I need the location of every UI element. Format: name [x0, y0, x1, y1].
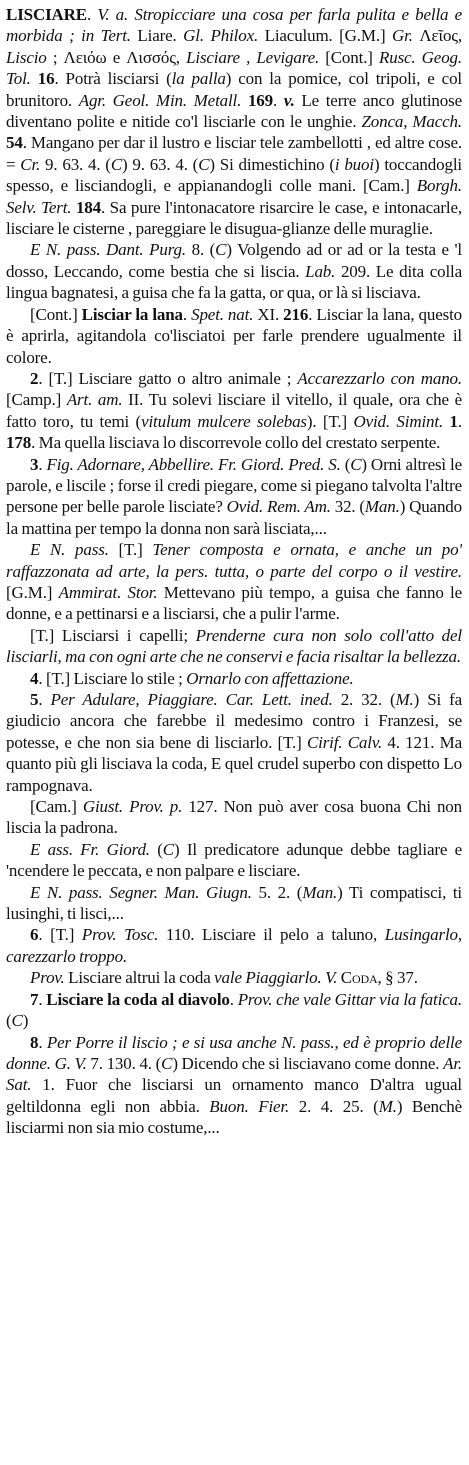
headword: LISCIARE [6, 5, 87, 24]
italic-segment: Borgh. Selv. Tert. [6, 176, 462, 217]
italic-segment: Cirif. Calv. [306, 732, 383, 752]
italic-segment: Per Porre il liscio ; e si usa anche N. pass., ed è proprio delle donne. G. V. [6, 1032, 462, 1073]
bold-segment: 16 [37, 69, 55, 89]
text-segment: . [87, 5, 98, 24]
italic-segment: C [350, 454, 362, 474]
text-segment: [G.M.] [6, 582, 59, 602]
bold-segment: 2 [30, 368, 39, 388]
italic-segment: C [198, 154, 210, 174]
text-segment: ) Si fa giudicio ancora che farebbe il medesimo contro i Franzesi, se potesse, e che non sia bene di lisciarlo. [T.] [6, 690, 462, 752]
text-segment: ) con la pomice, col tripoli, e col brunitoro. [6, 69, 462, 110]
text-segment: II. Tu solevi lisciare il vitello, il quale, ora che è fatto toro, tu temi ( [6, 390, 462, 431]
text-segment: ) Volgendo ad or ad or la testa e 'l dosso, Leccando, come bestia che si liscia. [6, 240, 462, 281]
bold-segment: 169 [247, 90, 274, 110]
text-segment [31, 69, 38, 88]
text-segment: [Camp.] [6, 390, 67, 410]
bold-segment: 184 [75, 197, 102, 217]
text-segment: 5. 2. ( [251, 882, 303, 902]
text-segment: 4. 121. Ma quanto più gli lisciava la coda, E quel crudel superbo con dispetto Lo rampognava. [6, 732, 462, 795]
entry-sense-paragraph [6, 1032, 462, 1139]
bold-segment: Lisciare la coda al diavolo [46, 989, 230, 1009]
italic-segment: Tener composta e ornata, e anche un po' raffazzonata ad arte, la pers. tutta, o parte del corpo o il vestire. [6, 540, 462, 581]
text-segment: Liaculum. [G.M.] [258, 26, 393, 46]
italic-segment: Liscio [6, 47, 47, 67]
bold-segment: 4 [30, 668, 39, 688]
italic-segment: C [11, 1011, 23, 1031]
text-segment: [T.] Lisciarsi i capelli; [30, 625, 196, 645]
text-segment: ) 9. 63. 4. ( [122, 154, 199, 174]
text-segment: 127. Non può aver cosa buona Chi non liscia la padrona. [6, 797, 462, 838]
text-segment: . [229, 989, 238, 1009]
italic-segment: i buoi [334, 154, 374, 174]
italic-segment: Gr. [392, 26, 413, 46]
bold-segment: 216 [283, 304, 309, 324]
italic-segment: Prenderne cura non solo coll'atto del lisciarli, ma con ogni arte che ne conservi e facia risaltar la bellezza. [6, 625, 462, 667]
text-segment: . [38, 454, 47, 474]
italic-segment: Ar. Sat. [6, 1053, 462, 1095]
bold-italic-segment: v. [283, 90, 295, 110]
italic-segment: Fig. Adornare, Abbellire. Fr. Giord. Pred. S. [46, 454, 341, 474]
text-segment: 209. Le dita colla lingua bagnatesi, a guisa che fa la gatta, or qua, or là si lisciava. [6, 261, 462, 303]
text-segment: [T.] [108, 540, 153, 560]
text-segment: . Lisciar la lana, questo è aprirla, agitandola co'lisciatoi per farle prendere ugualmente il colore. [6, 304, 462, 367]
italic-segment: vitulum mulcere solebas [141, 411, 307, 431]
text-segment: [Cont.] [319, 47, 379, 67]
text-segment: ) Quando la mattina per tempo la donna non sarà lisciata,... [6, 497, 462, 538]
text-segment: ) Si dimestichino ( [209, 154, 335, 174]
italic-segment: Man. [302, 882, 338, 902]
text-segment: . [T.] [38, 925, 82, 945]
italic-segment: Ovid. Rem. Am. [226, 497, 331, 517]
text-segment: ) Orni altresì le parole, e liscile ; forse il credi piegare, come si piegano talvolta l'altre persone per belle parole lisciate? [6, 454, 462, 517]
italic-segment: C [215, 240, 227, 260]
text-segment: . Sa pure l'intonacatore risarcire le case, e intonacarle, lisciare le cisterne , pareggiare le disugua-glianze delle muraglie. [6, 197, 462, 239]
italic-segment: Prov. che vale Gittar via la fatica. [237, 989, 462, 1009]
text-segment: ) toccandogli spesso, e lisciandogli, e appianandogli colle mani. [Cam.] [6, 154, 462, 196]
entry-sense-paragraph [6, 668, 462, 689]
text-segment: Le terre anco glutinose diventano polite e nitide co'l lisciarle con le unghie. [6, 90, 462, 132]
bold-segment: 5 [30, 690, 39, 709]
text-segment: [Cam.] [30, 797, 83, 817]
italic-segment: M. [378, 1096, 397, 1116]
text-segment: ). [T.] [306, 411, 354, 431]
text-segment: , § 37. [377, 968, 418, 988]
text-segment: . [275, 304, 284, 324]
italic-segment: Lusingarlo, carezzarlo troppo. [6, 925, 462, 966]
entry-sense-paragraph [6, 625, 462, 668]
text-segment: ( [6, 1011, 12, 1031]
entry-sense-paragraph [6, 368, 462, 454]
italic-segment: Spet. nat. [191, 304, 254, 324]
entry-sense-paragraph [6, 689, 462, 796]
bold-segment: 7 [30, 989, 39, 1009]
italic-segment: Accarezzarlo con mano. [297, 368, 462, 388]
entry-sense-paragraph [6, 839, 462, 882]
text-segment [241, 91, 248, 110]
entry-sense-paragraph [6, 924, 462, 967]
text-segment: 1. Fuor che lisciarsi un ornamento manco D'altra ugual geltildonna egli non abbia. [6, 1075, 462, 1116]
bold-segment: 1 [449, 411, 458, 431]
italic-segment: Cr. [20, 154, 41, 174]
text-segment: . Ma quella lisciava lo discorrevole collo del crestato serpente. [31, 433, 441, 453]
text-segment: ) Dicendo che si lisciavano come donne. [172, 1053, 444, 1073]
entry-sense-paragraph [6, 989, 462, 1032]
text-segment: 7. 130. 4. ( [86, 1053, 162, 1073]
text-segment: ) Benchè lisciarmi non sia mio costume,... [6, 1096, 462, 1138]
italic-segment: C [161, 1053, 173, 1073]
text-segment: . Potrà lisciarsi ( [54, 69, 172, 89]
text-segment: . [457, 411, 462, 431]
text-segment: ( [149, 839, 163, 859]
entry-sense-paragraph [6, 539, 462, 625]
italic-segment: E N. pass. Dant. Purg. [30, 240, 186, 260]
small-caps-segment: XI [257, 304, 275, 324]
italic-segment: C [162, 839, 174, 859]
italic-segment: Man. [364, 497, 400, 517]
italic-segment: Prov. [30, 968, 65, 988]
bold-segment: 6 [30, 925, 39, 945]
text-segment: Mettevano più tempo, a guisa che fanno le donne, e a pettinarsi e a lisciarsi, che a pulir l'arme. [6, 582, 462, 624]
italic-segment: Lisciare , Levigare. [186, 47, 320, 67]
italic-segment: Per Adulare, Piaggiare. Car. Lett. ined. [50, 690, 333, 709]
entry-sense-paragraph [6, 796, 462, 839]
text-segment: . [38, 1032, 47, 1052]
small-caps-segment: Coda [340, 968, 378, 988]
entry-sense-paragraph [6, 967, 462, 988]
italic-segment: Art. am. [66, 390, 123, 410]
bold-segment: 3 [30, 454, 39, 474]
bold-segment: 54 [6, 133, 23, 153]
italic-segment: Rusc. Geog. Tol. [6, 47, 462, 89]
text-segment: 8. ( [186, 240, 216, 260]
text-segment: Λεῖος, [412, 26, 462, 46]
italic-segment: Ovid. Simint. [353, 411, 444, 431]
text-segment: Liare. [130, 26, 184, 46]
italic-segment: Zonca, Macch. [361, 112, 462, 132]
bold-segment: 8 [30, 1032, 39, 1052]
italic-segment: Ornarlo con affettazione. [186, 668, 354, 688]
bold-segment: Lisciar la lana [81, 304, 183, 324]
entry-sense-paragraph [6, 304, 462, 368]
text-segment: . [38, 690, 51, 709]
entry-sense-paragraph [6, 882, 462, 925]
italic-segment: Prov. Tosc. [81, 925, 159, 945]
italic-segment: Agr. Geol. Min. Metall. [78, 90, 242, 110]
italic-segment: V. a. Stropicciare una cosa per farla pulita e bella e morbida ; in Tert. [6, 5, 462, 46]
italic-segment: C [110, 154, 123, 174]
italic-segment: E N. pass. [30, 540, 109, 560]
text-segment: . [T.] Lisciare gatto o altro animale ; [38, 368, 298, 388]
entry-sense-paragraph [6, 239, 462, 303]
italic-segment: Lab. [305, 261, 336, 281]
text-segment: 32. ( [330, 497, 365, 517]
text-segment: . [273, 90, 284, 110]
text-segment: ) Il predicatore adunque debbe tagliare e 'ncendere le peccata, e non palpare e lisciare. [6, 839, 462, 881]
text-segment: . [182, 304, 192, 324]
italic-segment: Ammirat. Stor. [58, 582, 158, 602]
text-segment: ; Λειόω e Λισσός, [46, 47, 187, 67]
text-segment: 110. Lisciare il pelo a taluno, [158, 925, 385, 945]
dictionary-page [6, 4, 462, 1462]
text-segment: . [T.] Lisciare lo stile ; [38, 668, 187, 688]
text-segment: 9. 63. 4. ( [40, 154, 111, 174]
italic-segment: Buon. Fier. [209, 1096, 290, 1116]
italic-segment: E N. pass. Segner. Man. Giugn. [30, 882, 252, 902]
entry-headword-paragraph [6, 4, 462, 239]
text-segment: 2. 4. 25. ( [289, 1096, 379, 1116]
italic-segment: M. [395, 690, 414, 709]
italic-segment: Gl. Philox. [183, 26, 259, 46]
text-segment: ) Ti compatisci, ti lusinghi, ti lisci,... [6, 882, 462, 924]
text-segment: 2. 32. ( [332, 690, 396, 709]
text-segment: ) [22, 1011, 29, 1031]
italic-segment: la palla [171, 69, 226, 89]
text-segment: . [38, 989, 47, 1009]
text-segment: Lisciare altrui la coda [64, 968, 215, 988]
text-segment: . Mangano per dar il lustro e lisciar tele zambellotti , ed altre cose. = [6, 133, 462, 174]
text-segment: ( [340, 454, 351, 474]
italic-segment: Giust. Prov. p. [82, 797, 183, 817]
bold-segment: 178 [6, 433, 32, 453]
text-segment: [Cont.] [30, 304, 82, 324]
entry-sense-paragraph [6, 454, 462, 540]
italic-segment: E ass. Fr. Giord. [30, 839, 150, 859]
italic-segment: vale Piaggiarlo. V. [214, 968, 338, 988]
